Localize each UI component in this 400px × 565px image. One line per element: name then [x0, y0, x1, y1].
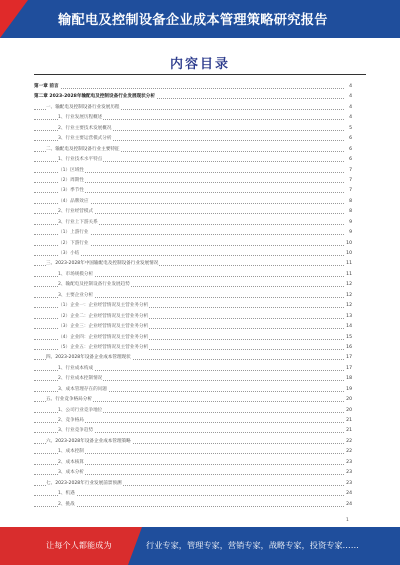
toc-entry[interactable]	[34, 312, 352, 322]
toc-entry-text: 2、输配电及控制设备行业发展趋势	[58, 280, 131, 290]
toc-entry[interactable]	[34, 103, 352, 113]
toc-entry[interactable]	[34, 301, 352, 311]
toc-entry-page: 6	[348, 155, 352, 165]
toc-entry-page: 4	[348, 113, 352, 123]
toc-entry-text: 1、公司行业竞争地位	[58, 406, 103, 416]
toc-entry[interactable]	[34, 207, 352, 217]
header-accent	[0, 0, 28, 38]
toc-entry[interactable]	[34, 500, 352, 510]
toc-entry[interactable]	[34, 134, 352, 144]
toc-entry-page: 10	[345, 249, 352, 259]
toc-entry-text: （3）季节性	[58, 186, 85, 196]
toc-entry[interactable]	[34, 280, 352, 290]
toc-entry[interactable]	[34, 166, 352, 176]
toc-entry-page: 8	[348, 197, 352, 207]
toc-entry-page: 17	[345, 353, 352, 363]
toc-entry-page: 8	[348, 207, 352, 217]
toc-entry[interactable]	[34, 155, 352, 165]
toc-entry-page: 20	[345, 395, 352, 405]
toc-leader-dots	[34, 495, 344, 496]
toc-entry[interactable]	[34, 249, 352, 259]
toc-entry-page: 7	[348, 176, 352, 186]
toc-entry-page: 23	[345, 468, 352, 478]
toc-title: 内容目录	[169, 57, 230, 72]
toc-entry[interactable]	[34, 218, 352, 228]
toc-entry-text: 七、2023-2028年行业发展前景预测	[46, 479, 123, 489]
toc-entry[interactable]	[34, 343, 352, 353]
toc-leader-dots	[34, 255, 344, 256]
toc-entry-page: 9	[348, 218, 352, 228]
toc-entry-text: 1、行业技术水平特点	[58, 155, 103, 165]
toc-entry-page: 14	[345, 322, 352, 332]
toc-entry-page: 12	[345, 301, 352, 311]
toc-entry[interactable]	[34, 270, 352, 280]
toc-entry-text: 3、行业主要运营模式分析	[58, 134, 112, 144]
toc-entry-text: （2）周期性	[58, 176, 85, 186]
toc-entry-page: 21	[345, 426, 352, 436]
toc-entry[interactable]	[34, 124, 352, 134]
toc-entry-text: 3、主要企业分析	[58, 291, 94, 301]
toc-entry[interactable]	[34, 406, 352, 416]
toc-entry-page: 11	[345, 270, 352, 280]
toc-entry-text: 四、2023-2028年设备企业成本管理现状	[46, 353, 132, 363]
toc-entry-page: 23	[345, 458, 352, 468]
toc-entry-text: 2、成本核算	[58, 458, 85, 468]
toc-entry-page: 7	[348, 186, 352, 196]
toc-entry-text: （4）企业四：企业经营情况及主营业务分析	[58, 333, 149, 343]
toc-entry[interactable]	[34, 197, 352, 207]
toc-entry-page: 4	[348, 92, 352, 102]
toc-entry-page: 23	[345, 479, 352, 489]
toc-entry-text: （1）上游行业	[58, 228, 90, 238]
toc-entry-text: 2、行业主要技术发展概况	[58, 124, 112, 134]
toc-leader-dots	[34, 506, 344, 507]
toc-divider	[34, 74, 366, 75]
toc-entry-text: 2、竞争格局	[58, 416, 85, 426]
toc-entry-text: 2、行业成本控制情况	[58, 374, 103, 384]
toc-entry-text: 2、行业经营模式	[58, 207, 94, 217]
toc-entry-page: 5	[348, 124, 352, 134]
toc-entry[interactable]	[34, 437, 352, 447]
toc-entry-text: （3）小结	[58, 249, 80, 259]
toc-entry[interactable]	[34, 426, 352, 436]
toc-entry-text: 1、行业成本构成	[58, 364, 94, 374]
toc-entry-page: 20	[345, 406, 352, 416]
toc-entry-text: （2）下游行业	[58, 239, 90, 249]
toc-entry-text: 第二章 2023-2028年输配电及控制设备行业发展现状分析	[34, 92, 156, 102]
toc-entry-page: 22	[345, 437, 352, 447]
toc-entry-text: 第一章 前言	[34, 82, 60, 92]
toc-entry-text: （1）企业一：企业经营情况及主营业务分析	[58, 301, 149, 311]
footer-slogan: 让每个人都能成为	[46, 540, 112, 550]
toc-entry[interactable]	[34, 479, 352, 489]
toc-entry-page: 7	[348, 166, 352, 176]
toc-entry[interactable]	[34, 82, 352, 92]
toc-entry-text: 三、2023-2028年中国输配电及控制设备行业发展情况	[46, 259, 159, 269]
footer-tagline: 行业专家，管理专家，营销专家，战略专家，投资专家……	[146, 540, 359, 550]
toc-entry-page: 12	[345, 280, 352, 290]
table-of-contents	[34, 82, 352, 510]
toc-entry-page: 9	[348, 228, 352, 238]
toc-entry-text: 1、机遇	[58, 489, 76, 499]
toc-entry[interactable]	[34, 186, 352, 196]
toc-entry-page: 21	[345, 416, 352, 426]
toc-entry[interactable]	[34, 458, 352, 468]
toc-entry-page: 22	[345, 447, 352, 457]
toc-entry-text: 1、成本控制	[58, 447, 85, 457]
page-footer	[0, 527, 400, 565]
toc-entry-page: 6	[348, 145, 352, 155]
toc-entry[interactable]	[34, 322, 352, 332]
toc-entry-text: 二、输配电及控制设备行业主要特征	[46, 145, 121, 155]
toc-entry-text: 1、行业发展历程概述	[58, 113, 103, 123]
toc-leader-dots	[34, 88, 344, 89]
toc-entry[interactable]	[34, 239, 352, 249]
report-title: 输配电及控制设备企业成本管理策略研究报告	[58, 13, 328, 28]
toc-entry-page: 24	[345, 500, 352, 510]
toc-entry-text: 1、市场规模分析	[58, 270, 94, 280]
toc-entry-text: （2）企业二：企业经营情况及主营业务分析	[58, 312, 149, 322]
toc-entry[interactable]	[34, 447, 352, 457]
toc-entry[interactable]	[34, 353, 352, 363]
toc-entry-text: （3）企业三：企业经营情况及主营业务分析	[58, 322, 149, 332]
toc-entry-text: 五、行业竞争格局分析	[46, 395, 93, 405]
toc-entry[interactable]	[34, 374, 352, 384]
toc-entry-page: 24	[345, 489, 352, 499]
toc-entry-text: 一、输配电及控制设备行业发展历程	[46, 103, 121, 113]
toc-entry[interactable]	[34, 416, 352, 426]
toc-entry-text: （1）区域性	[58, 166, 85, 176]
toc-entry-page: 4	[348, 82, 352, 92]
toc-entry-text: 3、成本分析	[58, 468, 85, 478]
toc-entry[interactable]	[34, 92, 352, 102]
toc-entry[interactable]	[34, 385, 352, 395]
toc-entry-page: 11	[345, 259, 352, 269]
toc-entry[interactable]	[34, 489, 352, 499]
toc-entry-text: 3、成本管理存在的问题	[58, 385, 108, 395]
toc-entry[interactable]	[34, 468, 352, 478]
toc-entry-page: 15	[345, 333, 352, 343]
toc-entry-text: （5）企业五：企业经营情况及主营业务分析	[58, 343, 149, 353]
toc-entry-text: 3、行业竞争趋势	[58, 426, 94, 436]
toc-entry-page: 12	[345, 291, 352, 301]
report-header	[0, 0, 400, 38]
toc-entry[interactable]	[34, 259, 352, 269]
toc-entry-page: 17	[345, 364, 352, 374]
toc-entry[interactable]	[34, 145, 352, 155]
page-number: 1	[346, 518, 349, 523]
toc-entry[interactable]	[34, 228, 352, 238]
toc-entry-page: 13	[345, 312, 352, 322]
toc-entry-page: 6	[348, 134, 352, 144]
toc-entry-page: 16	[345, 343, 352, 353]
toc-entry[interactable]	[34, 364, 352, 374]
toc-entry-text: 2、挑战	[58, 500, 76, 510]
toc-entry-text: （4）品牌效应	[58, 197, 90, 207]
toc-entry-page: 4	[348, 103, 352, 113]
toc-entry[interactable]	[34, 291, 352, 301]
toc-entry[interactable]	[34, 176, 352, 186]
toc-entry-page: 18	[345, 374, 352, 384]
toc-entry[interactable]	[34, 395, 352, 405]
toc-entry-text: 3、行业上下游关系	[58, 218, 99, 228]
toc-entry[interactable]	[34, 333, 352, 343]
toc-entry[interactable]	[34, 113, 352, 123]
toc-entry-text: 六、2023-2028年设备企业成本管理策略	[46, 437, 132, 447]
toc-entry-page: 10	[345, 239, 352, 249]
toc-entry-page: 19	[345, 385, 352, 395]
